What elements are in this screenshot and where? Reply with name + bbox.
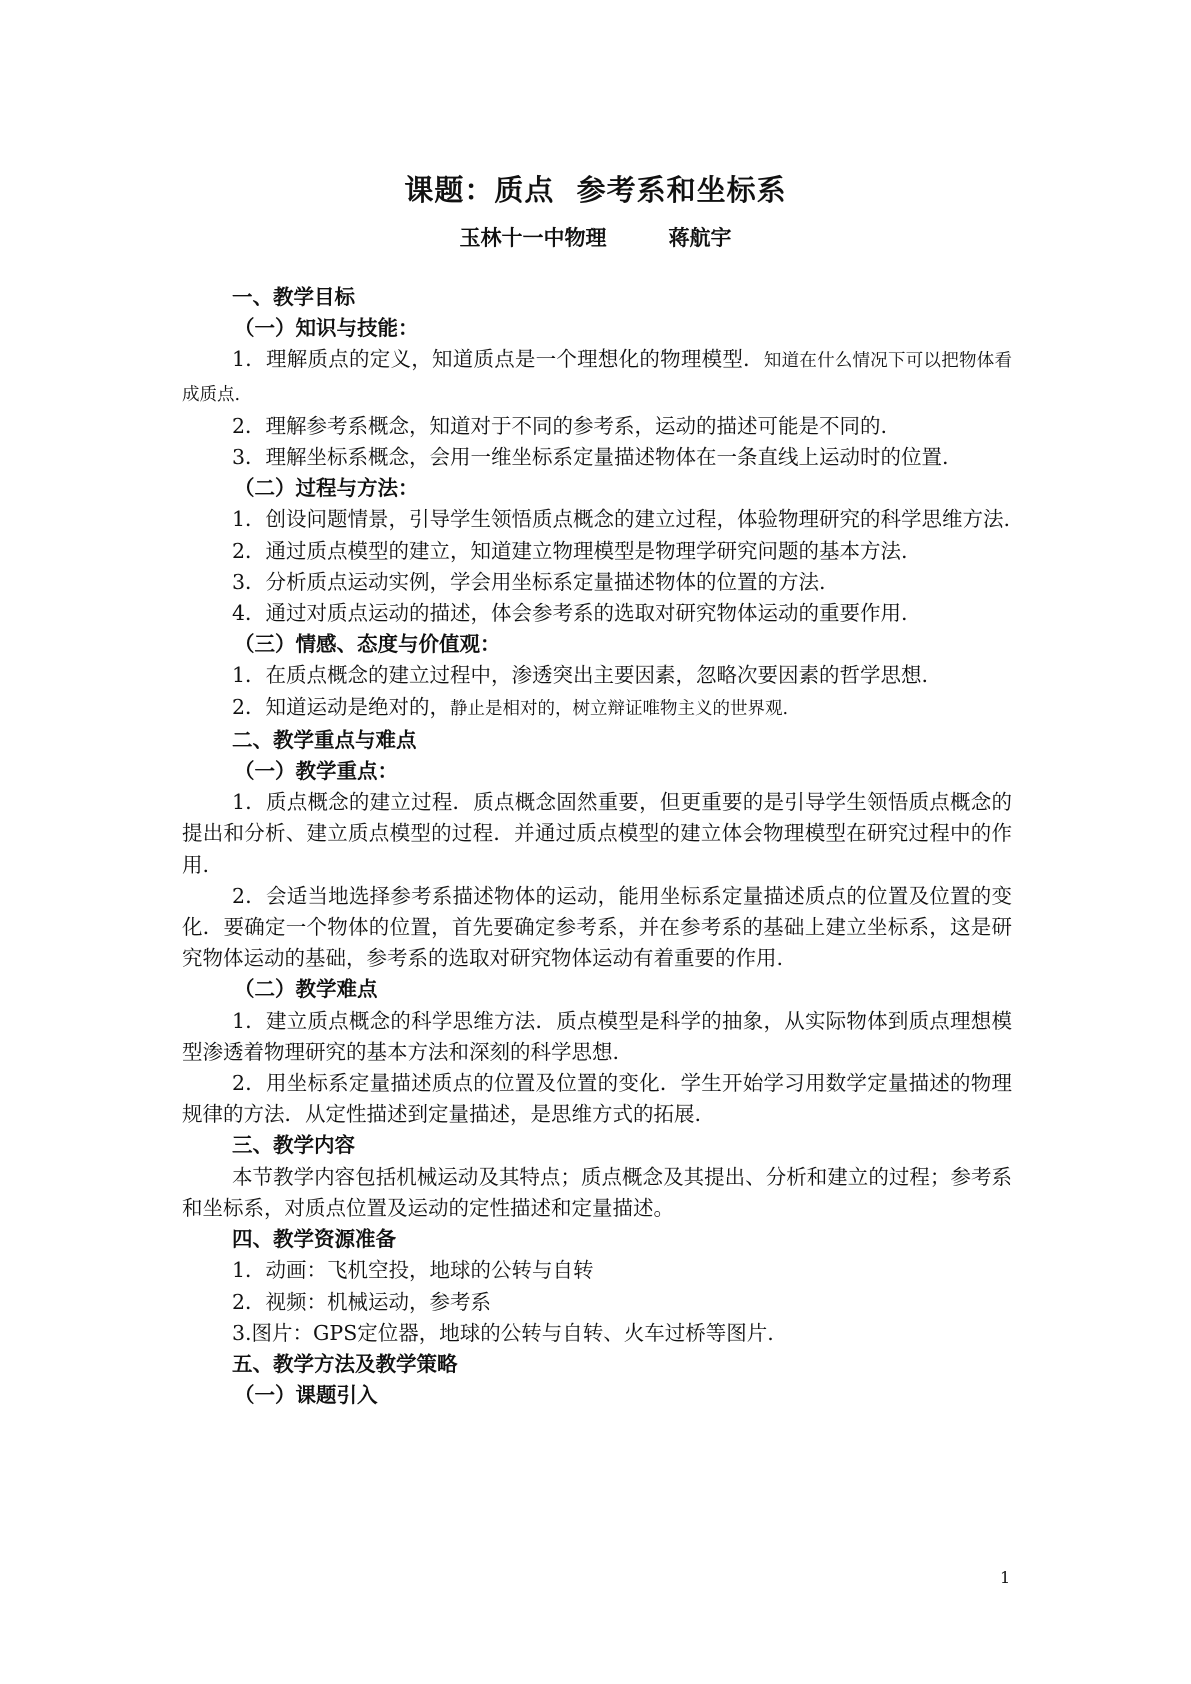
objective-values-2 bbox=[182, 692, 1012, 725]
objective-values-2-note: 静止是相对的，树立辩证唯物主义的世界观. bbox=[450, 698, 789, 719]
subsection-heading-process: （二）过程与方法： bbox=[234, 476, 419, 501]
objective-knowledge-1 bbox=[182, 344, 1012, 410]
resource-item-1: 1．动画：飞机空投，地球的公转与自转 bbox=[232, 1258, 594, 1283]
objective-knowledge-3: 3．理解坐标系概念，会用一维坐标系定量描述物体在一条直线上运动时的位置. bbox=[232, 445, 949, 470]
objective-values-2-main: 2．知道运动是绝对的， bbox=[232, 694, 451, 719]
author-line bbox=[0, 222, 1191, 252]
focus-point-2: 2．会适当地选择参考系描述物体的运动，能用坐标系定量描述质点的位置及位置的变化．要确定一个物体的位置，首先要确定参考系，并在参考系的基础上建立坐标系，这是研究物体运动的基础，参考系的选取对研究物体运动有着重要的作用. bbox=[182, 883, 1012, 971]
subsection-heading-difficulty: （二）教学难点 bbox=[234, 977, 378, 1002]
objective-process-3: 3．分析质点运动实例，学会用坐标系定量描述物体的位置的方法. bbox=[232, 569, 826, 594]
subsection-heading-knowledge: （一）知识与技能： bbox=[234, 316, 419, 341]
content-paragraph: 本节教学内容包括机械运动及其特点；质点概念及其提出、分析和建立的过程；参考系和坐标系，对质点位置及运动的定性描述和定量描述。 bbox=[182, 1164, 1012, 1220]
section-heading-key-points: 二、教学重点与难点 bbox=[232, 727, 417, 752]
author-name: 蒋航宇 bbox=[668, 226, 732, 250]
objective-values-1: 1．在质点概念的建立过程中，渗透突出主要因素，忽略次要因素的哲学思想. bbox=[232, 663, 929, 688]
subsection-heading-focus: （一）教学重点： bbox=[234, 759, 398, 784]
document-title: 课题：质点 参考系和坐标系 bbox=[404, 173, 787, 207]
section-heading-methods: 五、教学方法及教学策略 bbox=[232, 1351, 458, 1376]
page-number: 1 bbox=[1000, 1568, 1011, 1587]
subsection-heading-values: （三）情感、态度与价值观： bbox=[234, 632, 501, 657]
objective-knowledge-1-main: 1．理解质点的定义，知道质点是一个理想化的物理模型． bbox=[232, 347, 764, 372]
resource-item-2: 2．视频：机械运动，参考系 bbox=[232, 1289, 492, 1314]
section-heading-objectives: 一、教学目标 bbox=[232, 285, 355, 309]
section-heading-content: 三、教学内容 bbox=[232, 1133, 355, 1158]
document-body bbox=[182, 282, 1012, 1411]
focus-point-1: 1．质点概念的建立过程．质点概念固然重要，但更重要的是引导学生领悟质点概念的提出和分析、建立质点模型的过程．并通过质点模型的建立体会物理模型在研究过程中的作用. bbox=[182, 790, 1012, 877]
author-organization: 玉林十一中物理 bbox=[459, 226, 607, 250]
section-heading-resources: 四、教学资源准备 bbox=[232, 1227, 396, 1252]
difficulty-point-2: 2．用坐标系定量描述质点的位置及位置的变化．学生开始学习用数学定量描述的物理规律的方法．从定性描述到定量描述，是思维方式的拓展. bbox=[182, 1071, 1012, 1127]
objective-knowledge-2: 2．理解参考系概念，知道对于不同的参考系，运动的描述可能是不同的. bbox=[232, 413, 888, 438]
objective-process-4: 4．通过对质点运动的描述，体会参考系的选取对研究物体运动的重要作用. bbox=[232, 601, 908, 626]
objective-process-2: 2．通过质点模型的建立，知道建立物理模型是物理学研究问题的基本方法. bbox=[232, 538, 908, 563]
objective-knowledge-1-note: 知道在什么情况下可以把物体看成质点. bbox=[182, 351, 1012, 405]
resource-item-3: 3.图片：GPS定位器，地球的公转与自转、火车过桥等图片. bbox=[232, 1320, 774, 1345]
difficulty-point-1: 1．建立质点概念的科学思维方法．质点模型是科学的抽象，从实际物体到质点理想模型渗透着物理研究的基本方法和深刻的科学思想. bbox=[182, 1008, 1012, 1064]
objective-process-1: 1．创设问题情景，引导学生领悟质点概念的建立过程，体验物理研究的科学思维方法. bbox=[232, 507, 1011, 532]
subsection-heading-introduction: （一）课题引入 bbox=[234, 1383, 378, 1408]
